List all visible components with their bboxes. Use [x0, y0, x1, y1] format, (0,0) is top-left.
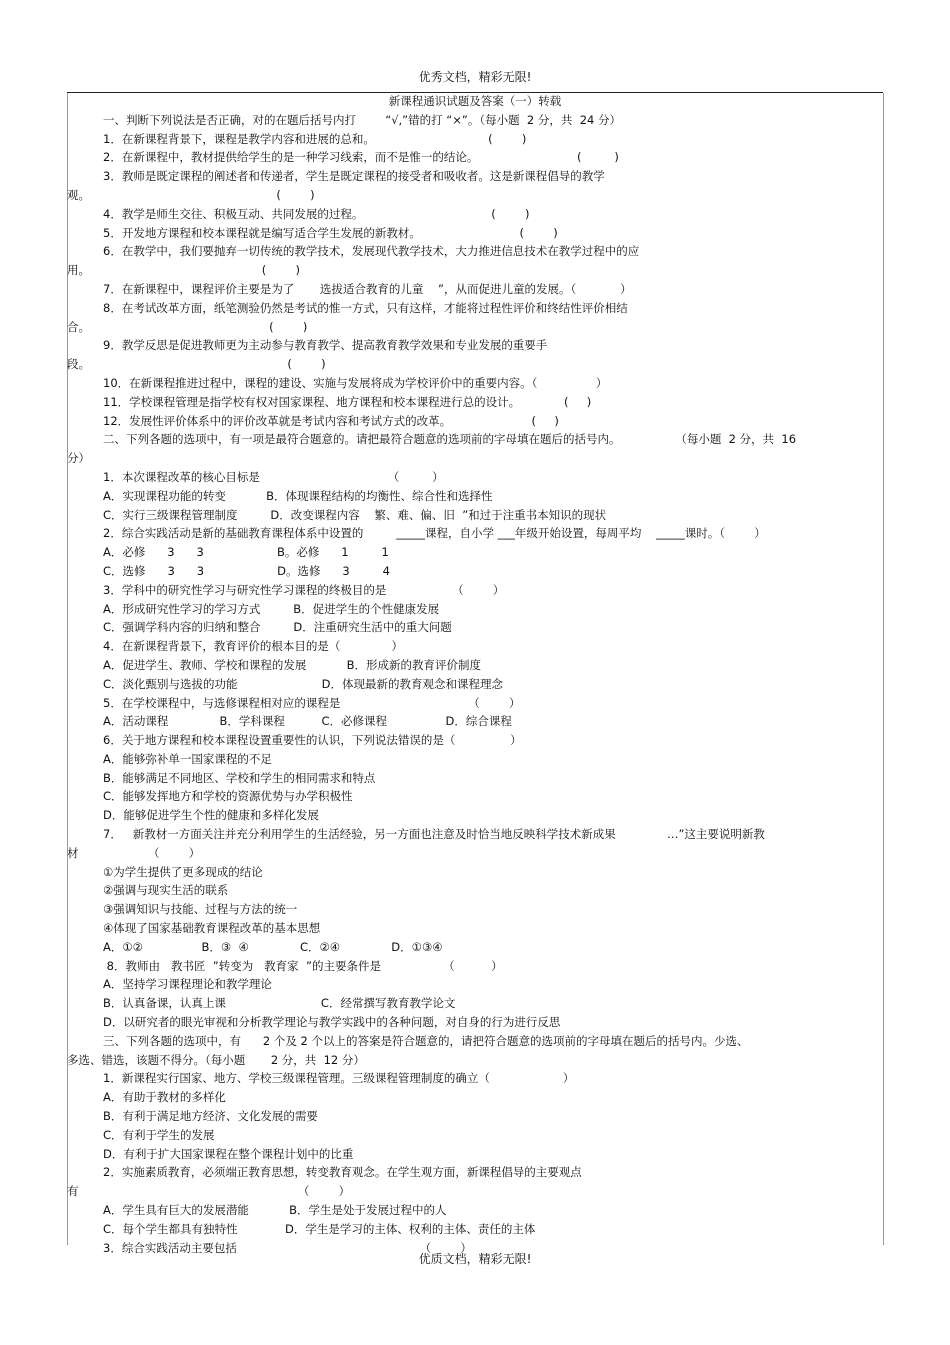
text-line: 观。 ( ): [67, 187, 315, 202]
text-line: A．实现课程功能的转变 B．体现课程结构的均衡性、综合性和选择性: [103, 488, 493, 503]
text-line: 2．在新课程中，教材提供给学生的是一种学习线索，而不是惟一的结论。 ( ): [103, 150, 619, 165]
text-line: A．促进学生、教师、学校和课程的发展 B．形成新的教育评价制度: [103, 657, 481, 672]
document-title: 新课程通识试题及答案（一）转载: [388, 94, 562, 108]
text-line: 一、判断下列说法是否正确，对的在题后括号内打 “√,”错的打 “×”。（每小题 2 分，共 24 分）: [103, 112, 621, 127]
text-line: A．能够弥补单一国家课程的不足: [103, 751, 272, 766]
text-line: ②强调与现实生活的联系: [103, 883, 229, 898]
text-line: C．选修 3 3 D。选修 3 4: [103, 563, 390, 578]
text-line: A．学生具有巨大的发展潜能 B．学生是处于发展过程中的人: [103, 1203, 447, 1218]
text-line: C．实行三级课程管理制度 D．改变课程内容 繁、难、偏、旧 ”和过于注重书本知识的现状: [103, 507, 607, 522]
text-line: 9．教学反思是促进教师更为主动参与教育教学、提高教育教学效果和专业发展的重要手: [103, 338, 548, 353]
text-line: C．能够发挥地方和学校的资源优势与办学积极性: [103, 789, 353, 804]
text-line: ①为学生提供了更多现成的结论: [103, 864, 263, 879]
text-line: 1．新课程实行国家、地方、学校三级课程管理。三级课程管理制度的确立（ ）: [103, 1071, 575, 1086]
document-body: [67, 92, 883, 1257]
text-line: A．坚持学习课程理论和教学理论: [103, 977, 272, 992]
text-line: 多选、错选，该题不得分。（每小题 2 分，共 12 分）: [67, 1052, 365, 1067]
text-line: 三、下列各题的选项中，有 2 个及 2 个以上的答案是符合题意的，请把符合题意的选项前的字母填在题后的括号内。少选、: [103, 1033, 749, 1048]
text-line: 1．在新课程背景下，课程是教学内容和进展的总和。 ( ): [103, 131, 527, 146]
right-margin-line: [883, 93, 884, 1245]
text-line: 分）: [67, 451, 90, 466]
text-line: 12．发展性评价体系中的评价改革就是考试内容和考试方式的改革。 ( ): [103, 413, 559, 428]
text-line: A．活动课程 B．学科课程 C．必修课程 D．综合课程: [103, 714, 512, 729]
text-line: 3．综合实践活动主要包括 （ ）: [103, 1240, 472, 1255]
text-line: 材 （ ）: [67, 845, 201, 860]
text-line: C．每个学生都具有独特性 D．学生是学习的主体、权利的主体、责任的主体: [103, 1221, 536, 1236]
text-line: A．形成研究性学习的学习方式 B．促进学生的个性健康发展: [103, 601, 440, 616]
text-line: 2．实施素质教育，必须端正教育思想，转变教育观念。在学生观方面，新课程倡导的主要观点: [103, 1165, 582, 1180]
text-line: B．认真备课，认真上课 C．经常撰写教育教学论文: [103, 996, 456, 1011]
text-line: 有 （ ）: [67, 1184, 351, 1199]
text-line: 用。 ( ): [67, 263, 301, 278]
text-line: 8．教师由 教书匠 ”转变为 教育家 ”的主要条件是 （ ）: [103, 958, 503, 973]
text-line: 10．在新课程推进过程中，课程的建设、实施与发展将成为学校评价中的重要内容。（ ）: [103, 375, 608, 390]
text-line: 1．本次课程改革的核心目标是 （ ）: [103, 469, 444, 484]
text-line: 5．在学校课程中，与选修课程相对应的课程是 （ ）: [103, 695, 521, 710]
text-line: 7． 新教材一方面关注并充分利用学生的生活经验，另一方面也注意及时恰当地反映科学技术新成果 …”这主要说明新教: [103, 827, 765, 842]
text-line: 4．教学是师生交往、积极互动、共同发展的过程。 ( ): [103, 206, 530, 221]
text-line: D．以研究者的眼光审视和分析教学理论与教学实践中的各种问题，对自身的行为进行反思: [103, 1015, 561, 1030]
text-line: 段。 ( ): [67, 357, 326, 372]
text-line: A．①② B．③ ④ C．②④ D．①③④: [103, 939, 443, 954]
text-line: A．必修 3 3 B。必修 1 1: [103, 545, 389, 560]
text-line: 6．关于地方课程和校本课程设置重要性的认识，下列说法错误的是（ ）: [103, 733, 522, 748]
text-line: 8．在考试改革方面，纸笔测验仍然是考试的惟一方式，只有这样，才能将过程性评价和终结性评价相结: [103, 300, 628, 315]
text-line: 11．学校课程管理是指学校有权对国家课程、地方课程和校本课程进行总的设计。 ( ): [103, 394, 592, 409]
text-line: 5．开发地方课程和校本课程就是编写适合学生发展的新教材。 ( ): [103, 225, 558, 240]
text-line: B．有利于满足地方经济、文化发展的需要: [103, 1109, 318, 1124]
text-line: 7．在新课程中，课程评价主要是为了 选拔适合教育的儿童 ”，从而促进儿童的发展。（ ）: [103, 281, 632, 296]
text-line: C．强调学科内容的归纳和整合 D．注重研究生活中的重大问题: [103, 620, 452, 635]
text-line: A．有助于教材的多样化: [103, 1090, 226, 1105]
text-line: 6．在教学中，我们要抛弃一切传统的教学技术，发展现代教学技术，大力推进信息技术在教学过程中的应: [103, 244, 640, 259]
text-line: C．淡化甄别与选拔的功能 D．体现最新的教育观念和课程理念: [103, 676, 503, 691]
text-line: 3．教师是既定课程的阐述者和传递者，学生是既定课程的接受者和吸收者。这是新课程倡导的教学: [103, 169, 605, 184]
text-line: D．能够促进学生个性的健康和多样化发展: [103, 808, 319, 823]
text-line: C．有利于学生的发展: [103, 1127, 215, 1142]
text-line: B．能够满足不同地区、学校和学生的相同需求和特点: [103, 770, 376, 785]
text-line: 4．在新课程背景下，教育评价的根本目的是（ ）: [103, 639, 403, 654]
text-line: ③强调知识与技能、过程与方法的统一: [103, 902, 298, 917]
page-header: 优秀文档，精彩无限!: [418, 70, 532, 84]
text-line: D．有利于扩大国家课程在整个课程计划中的比重: [103, 1146, 354, 1161]
page-footer: 优质文档，精彩无限!: [418, 1252, 532, 1266]
text-line: 2．综合实践活动是新的基础教育课程体系中设置的 _____课程，自小学 ___年级开始设置，每周平均 _____课时。（ ）: [103, 526, 766, 541]
text-line: 3．学科中的研究性学习与研究性学习课程的终极目的是 （ ）: [103, 582, 505, 597]
text-line: 二、下列各题的选项中，有一项是最符合题意的。请把最符合题意的选项前的字母填在题后的括号内。 （每小题 2 分，共 16: [103, 432, 797, 447]
text-line: 合。 ( ): [67, 319, 308, 334]
text-line: ④体现了国家基础教育课程改革的基本思想: [103, 921, 321, 936]
